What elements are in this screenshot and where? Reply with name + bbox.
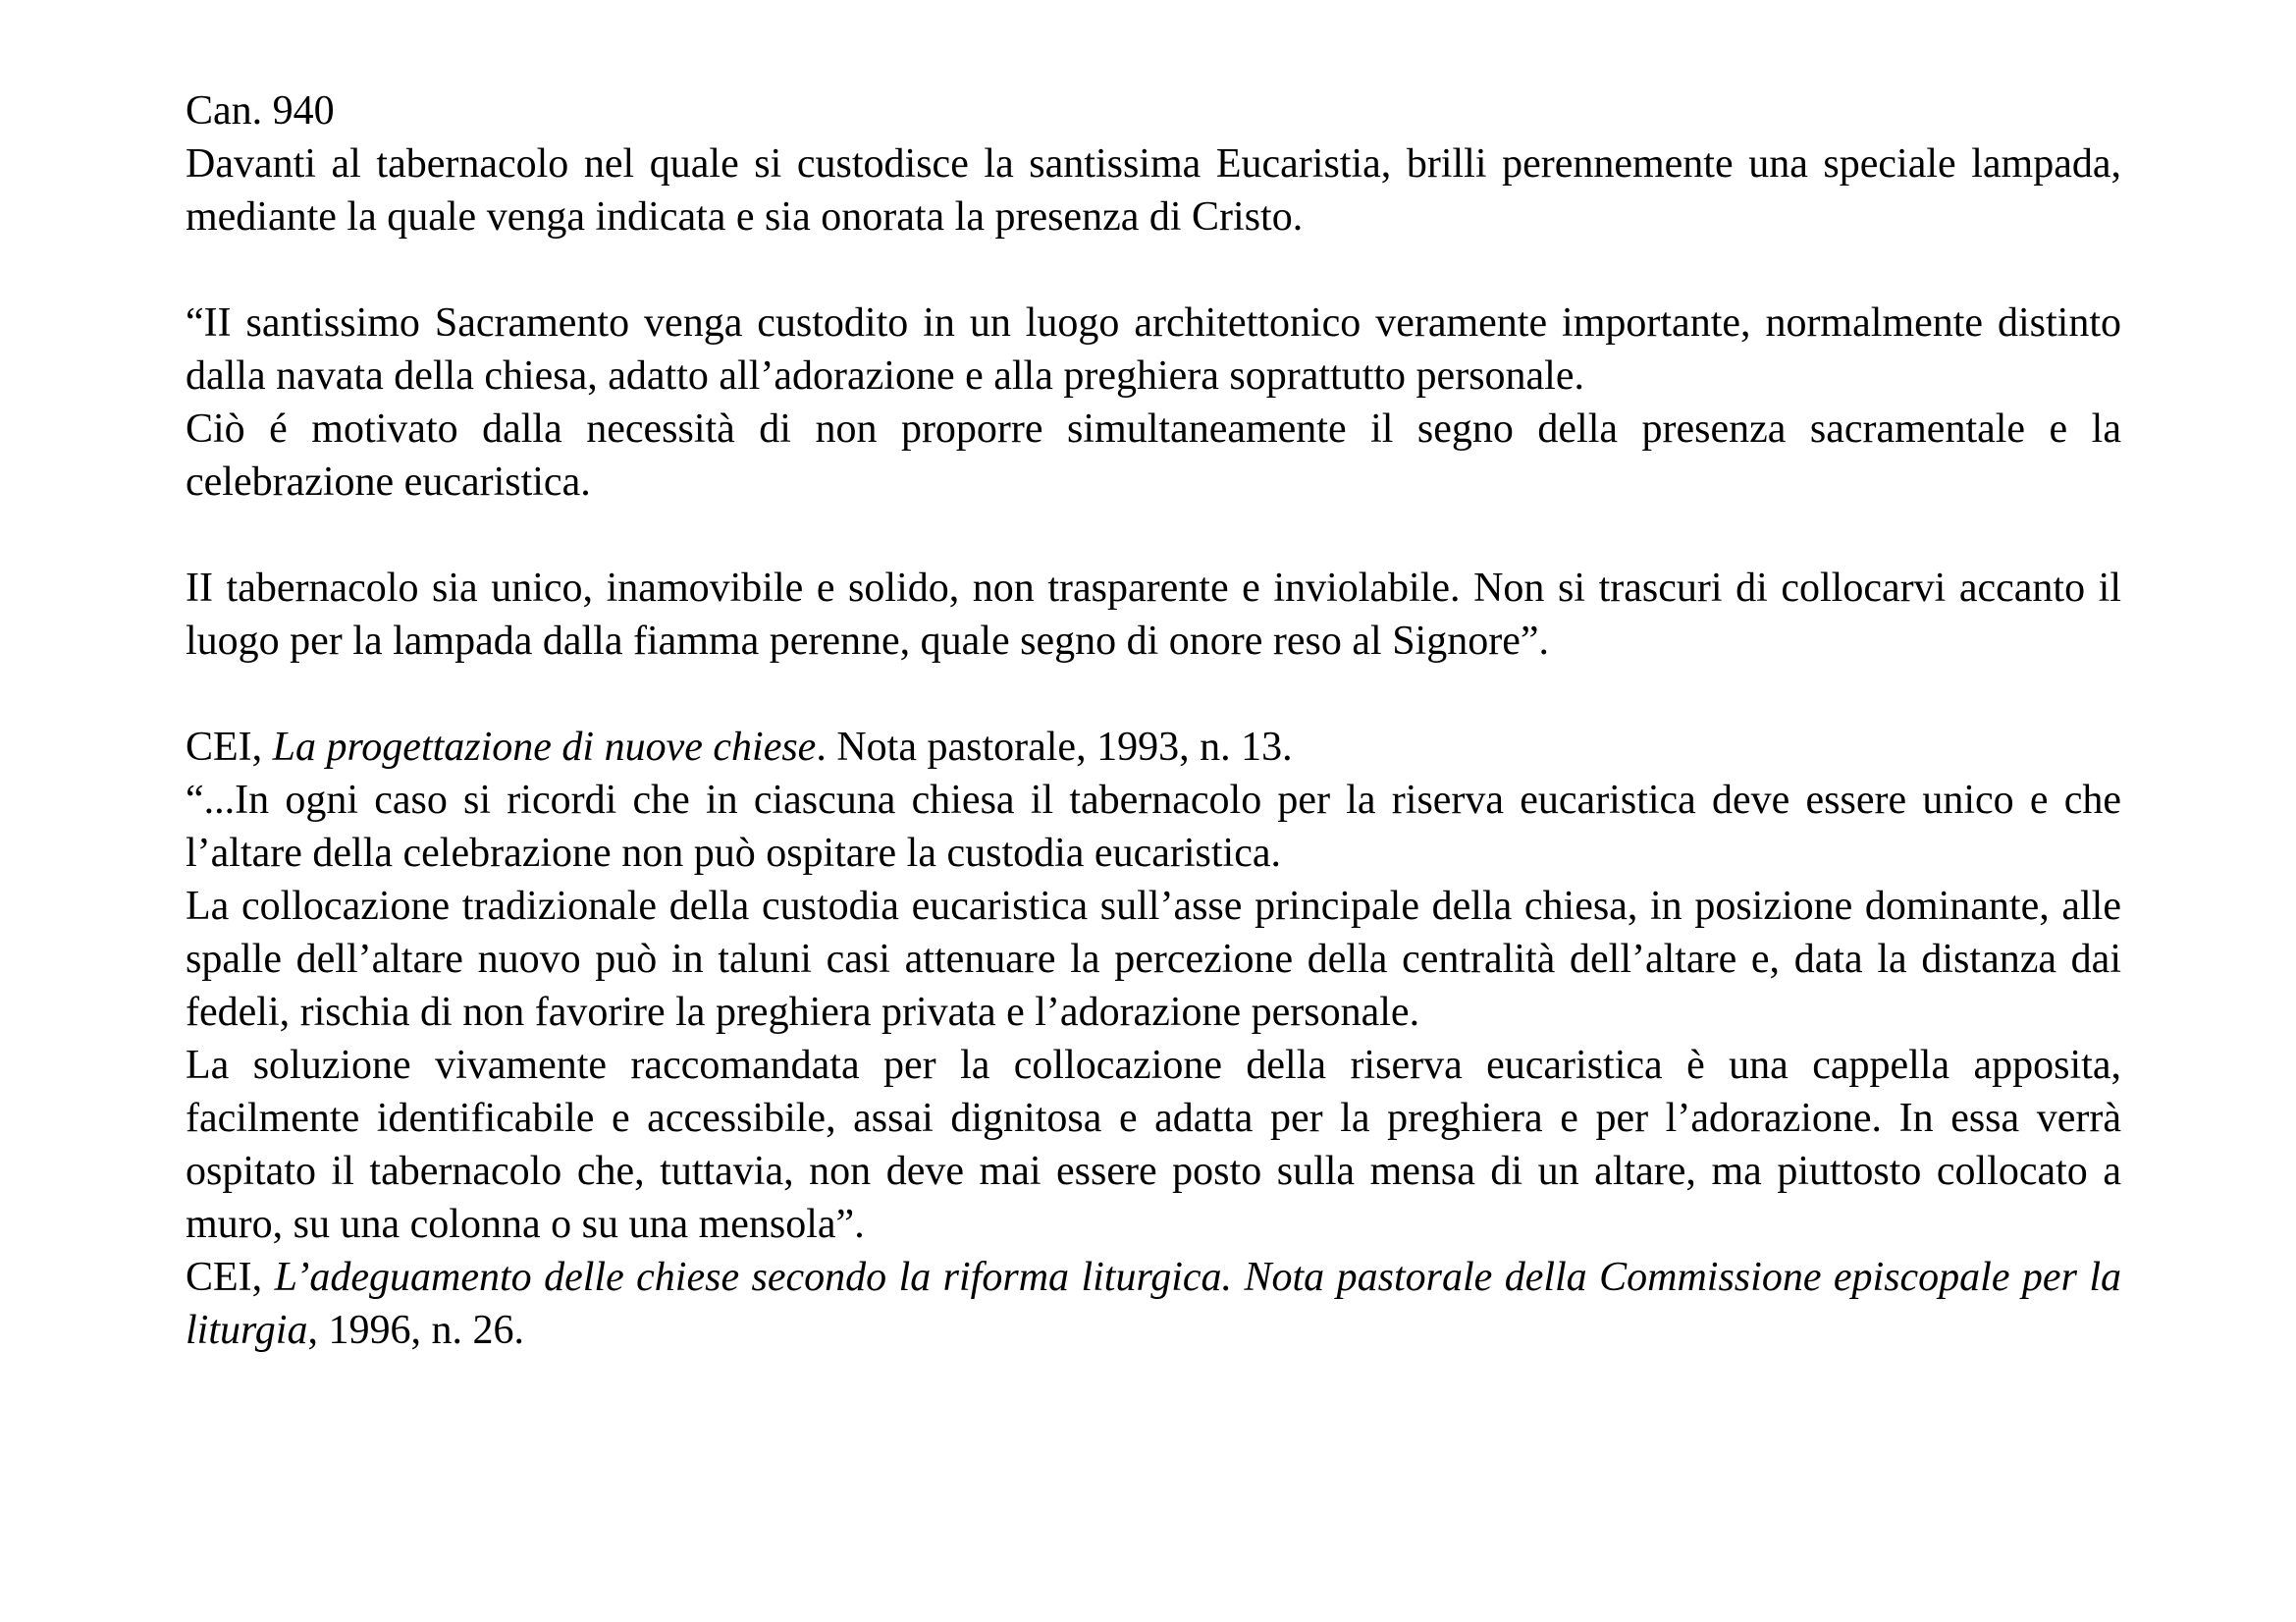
quote2-paragraph-2: La collocazione tradizionale della custodia eucaristica sull’asse principale della chiesa, in posizione dominante, alle spalle dell’altare nuovo può in taluni casi attenuare la percezione della centralità dell’altare e, data la distanza dai fedeli, rischia di non favorire la preghiera privata e l’adorazione personale. <box>186 884 2121 1035</box>
citation-1-title: La progettazione di nuove chiese <box>272 725 817 770</box>
citation-2-suffix: , 1996, n. 26. <box>307 1308 524 1353</box>
citation-2-prefix: CEI, <box>186 1255 275 1300</box>
citation-1 <box>186 721 2121 774</box>
paragraph-gap <box>186 509 2121 562</box>
citation-1-prefix: CEI, <box>186 725 273 770</box>
canon-heading: Can. 940 <box>186 88 335 134</box>
quote2-paragraph-3: La soluzione vivamente raccomandata per la collocazione della riserva eucaristica è una cappella apposita, facilmente identificabile e accessibile, assai dignitosa e adatta per la preghiera e per l’adorazione. In essa verrà ospitato il tabernacolo che, tuttavia, non deve mai essere posto sulla mensa di un altare, ma piuttosto collocato a muro, su una colonna o su una mensola”. <box>186 1043 2121 1247</box>
quote1-paragraph-1: “II santissimo Sacramento venga custodito in un luogo architettonico veramente importante, normalmente distinto dalla navata della chiesa, adatto all’adorazione e alla preghiera soprattutto personale. <box>186 300 2121 399</box>
document-page <box>186 84 2121 1357</box>
citation-2-title: L’adeguamento delle chiese secondo la riforma liturgica. Nota pastorale della Commissione episcopale per la liturgia <box>186 1255 2122 1353</box>
canon-text: Davanti al tabernacolo nel quale si custodisce la santissima Eucaristia, brilli perennemente una speciale lampada, mediante la quale venga indicata e sia onorata la presenza di Cristo. <box>186 141 2121 240</box>
citation-1-suffix: . Nota pastorale, 1993, n. 13. <box>816 725 1293 770</box>
quote1-paragraph-2: Ciò é motivato dalla necessità di non proporre simultaneamente il segno della presenza sacramentale e la celebrazione eucaristica. <box>186 406 2121 505</box>
quote1-paragraph-3: II tabernacolo sia unico, inamovibile e solido, non trasparente e inviolabile. Non si trascuri di collocarvi accanto il luogo per la lampada dalla fiamma perenne, quale segno di onore reso al Signore”. <box>186 566 2121 664</box>
citation-2 <box>186 1251 2121 1357</box>
quote2-paragraph-1: “...In ogni caso si ricordi che in ciascuna chiesa il tabernacolo per la riserva eucaristica deve essere unico e che l’altare della celebrazione non può ospitare la custodia eucaristica. <box>186 778 2121 876</box>
paragraph-gap <box>186 243 2121 297</box>
paragraph-gap <box>186 668 2121 721</box>
